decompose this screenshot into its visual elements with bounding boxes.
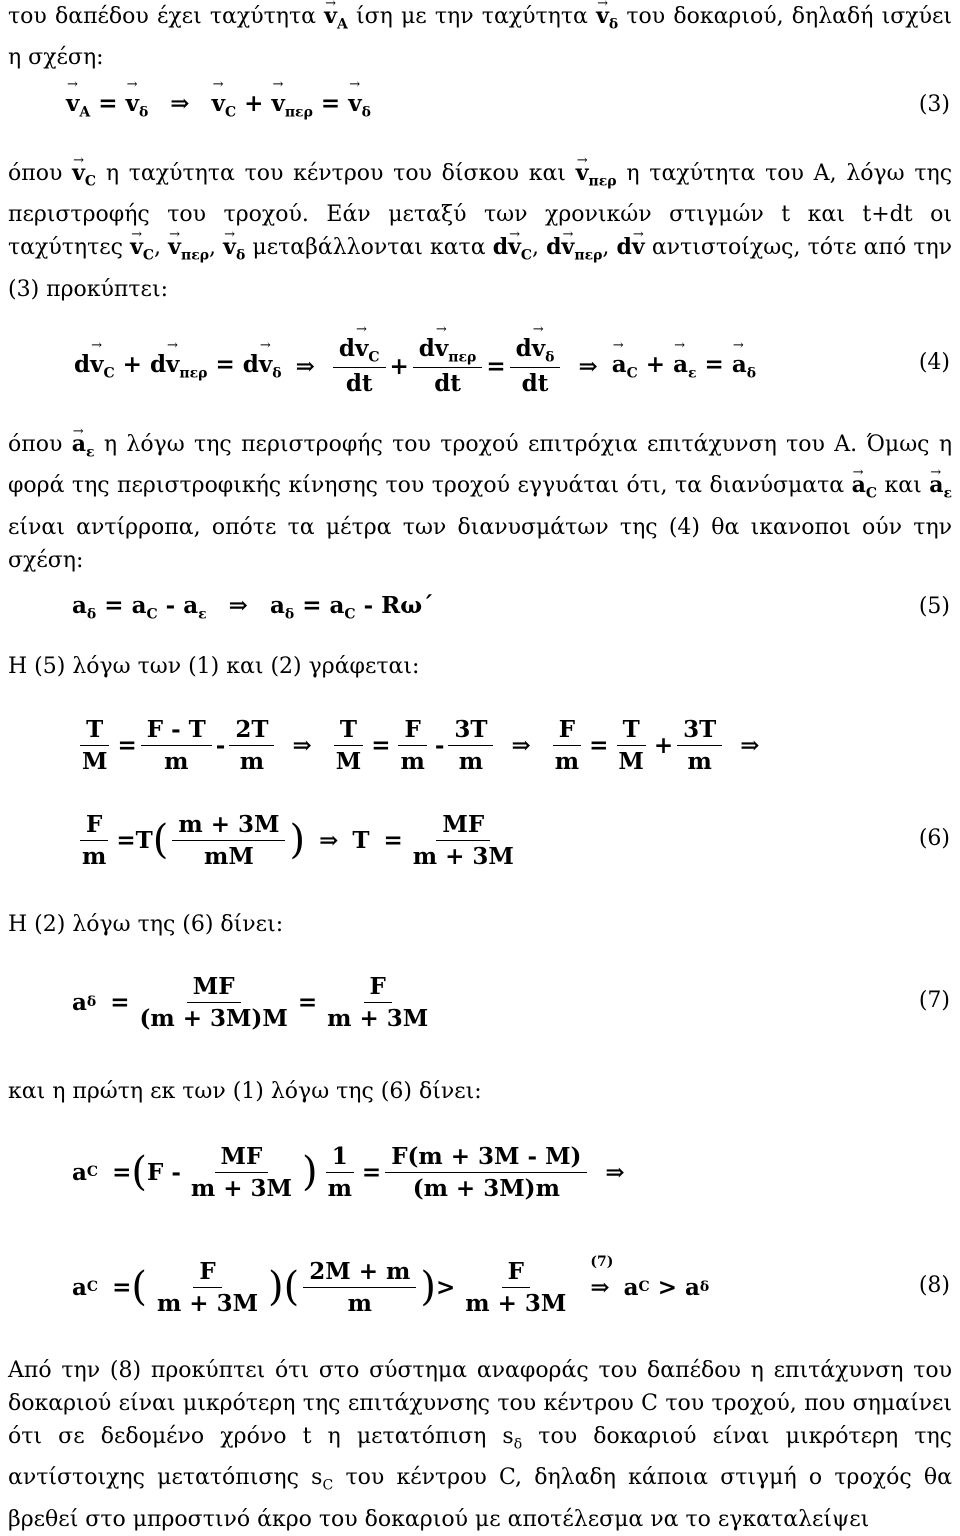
paragraph-5: Η (2) λόγω της (6) δίνει: — [8, 912, 284, 937]
equation-number-8: (8) — [918, 1273, 950, 1298]
equation-number-3: (3) — [918, 92, 950, 117]
paragraph-4: Η (5) λόγω των (1) και (2) γράφεται: — [8, 654, 420, 679]
equation-number-6: (6) — [918, 826, 950, 851]
equation-7: a δ = $\frac{MF}{(m + 3M)M}$ = $\frac{F}{m + 3M}$ — [72, 972, 429, 1032]
paragraph-7: Από την (8) προκύπτει ότι στο σύστημα αναφοράς του δαπέδου η επιτάχυνση του δοκαριού είναι μικρότερη της επιτάχυνσης του κέντρου C του τροχού, που σημαίνει ότι σε δεδομένο χρόνο t η μετατόπιση $s_\delta$ του δοκαριού είναι μικρότερη της αντίστοιχης μετατόπισης $s_C$ του κέντρου C, δηλαδη κάποια στιγμή ο τροχός θα βρεθεί στο μπροστινό άκρο του δοκαριού με αποτέλεσμα να το εγκαταλείψει — [8, 1358, 952, 1532]
equation-4: $d\to v_C + d\to v_{\pi\varepsilon\rho} = d\to v_\delta$ ⇒ $\frac{d\to v_C}{dt}$ + $\frac{d\to v_{\pi\varepsilon\rho}}{dt}$ = $\frac{d\to v_\delta}{dt}$ ⇒ → $a_C$ + → $a_\varepsilon$ = → $a_\delta$ — [74, 326, 960, 406]
equation-8-line-2: a C = ( $\frac{F}{m + 3M}$ ) ( $\frac{2M + m}{m}$ ) > $\frac{F}{m + 3M}$ (7) ⇒ a C > a δ — [72, 1253, 710, 1317]
equation-6-line-1: $\frac{T}{M}$ = $\frac{F - T}{m}$ - $\frac{2T}{m}$ ⇒ $\frac{T}{M}$ = $\frac{F}{m}$ - $\frac{3T}{m}$ ⇒ $\frac{F}{m}$ = $\frac{T}{M}$ + $\frac{3T}{m}$ ⇒ — [82, 715, 760, 775]
equation-6-line-2: $\frac{F}{m}$ = T ( $\frac{m + 3M}{mM}$ ) ⇒ T = $\frac{MF}{m + 3M}$ — [82, 810, 514, 870]
equation-number-4: (4) — [918, 350, 950, 375]
paragraph-2: $ό\pi o\upsilon \to v_C$ η ταχύτητα του κέντρου του δίσκου $\kappa\alpha\iota \to v_{\pi\varepsilon\rho}$ η ταχύτητα του Α, λόγω της περιστροφής του τροχού. Εάν μεταξύ των χρονικών στιγμών t και t+dt οι $\tau\alpha\chi ύ\tau\eta\tau\varepsilon\varsigma \to v_C$, → $v_{\pi\varepsilon\rho}$, → $v_\delta$ μεταβάλλονται κατα $d\to v_C$, $d\to v_{\pi\varepsilon\rho}$, d→ v αντιστοίχως, τότε από την (3) προκύπτει: — [8, 157, 952, 306]
paragraph-1: του δαπέδου έχει $\tau\alpha\chi ύ\tau\eta\tau\alpha \to v_A$ ίση με την $\tau\alpha\chi ύ\tau\eta\tau\alpha \to v_\delta$ του δοκαριού, δηλαδή ισχύει η σχέση: — [8, 0, 952, 74]
equation-8-line-1: a C = ( F - $\frac{MF}{m + 3M}$ ) $\frac{1}{m}$ = $\frac{F(m + 3M - M)}{(m + 3M)m}$ ⇒ — [72, 1142, 625, 1202]
paragraph-6: και η πρώτη εκ των (1) λόγω της (6) δίνει: — [8, 1079, 482, 1104]
equation-number-5: (5) — [918, 594, 950, 619]
equation-5: $a_\delta = a_C - a_\varepsilon$ ⇒ $a_\delta = a_C$ - Rω´ — [72, 592, 434, 623]
paragraph-3: $ό\pi o\upsilon \to a_\varepsilon$ η λόγω της περιστροφής του τροχού επιτρόχια επιτάχυνση του Α. Όμως η φορά της περιστροφικής κίνησης του τροχού εγγυάται ότι, τα $\delta\iota\alpha\nu ύ\sigma\mu\alpha\tau\alpha \to a_C$ $\kappa\alpha\iota \to a_\varepsilon$ είναι αντίρροπα, οπότε τα μέτρα των διανυσμάτων της (4) θα ικανοποι ούν την σχέση: — [8, 428, 952, 577]
equation-number-7: (7) — [918, 988, 950, 1013]
equation-3: → $v_A$ = → $v_\delta$ ⇒ → $v_C$ + → $v_{\pi\varepsilon\rho}$ = → $v_\delta$ — [66, 90, 960, 121]
